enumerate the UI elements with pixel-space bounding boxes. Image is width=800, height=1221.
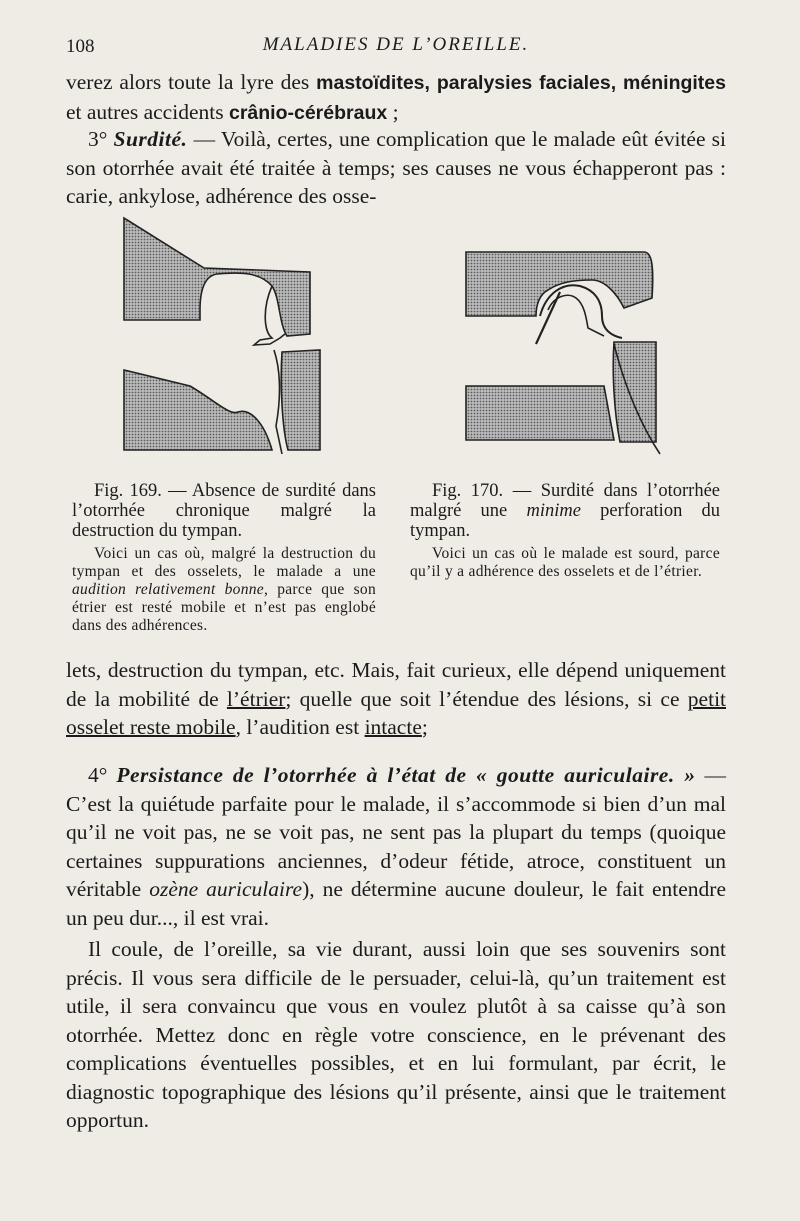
- bold-term-mastoiditis: mastoïdites, paralysies faciales, méningites: [316, 72, 726, 94]
- heading-persistance: Persistance de l’otorrhée à l’état de « goutte auriculaire. »: [116, 763, 696, 787]
- page-number: 108: [66, 36, 95, 57]
- running-header: [66, 34, 726, 62]
- figure-169-illustration: [122, 214, 322, 454]
- bold-term-cranio-cerebral: crânio-cérébraux: [228, 101, 388, 124]
- caption-fig-169: Fig. 169. — Absence de surdité dans l’otorrhée chronique malgré la destruction du tympan.: [72, 481, 376, 541]
- note-fig-170: Voici un cas où le malade est sourd, parce qu’il y a adhérence des osselets et de l’étrier.: [410, 545, 720, 580]
- note-fig-169: Voici un cas où, malgré la destruction du tympan et des osselets, le malade a une audition relativement bonne, parce que son étrier est resté mobile et n’est pas englobé dans des adhérences.: [72, 545, 377, 634]
- paragraph-surdite: 3° Surdité. — Voilà, certes, une complication que le malade eût évitée si son otorrhée avait été traitée à temps; ses causes ne vous échapperont pas : carie, ankylose, adhérence des osse-: [66, 127, 726, 208]
- underlined-etrier: l’étrier: [226, 686, 286, 711]
- paragraph-etrier: lets, destruction du tympan, etc. Mais, fait curieux, elle dépend uniquement de la mobilité de l’étrier; quelle que soit l’étendue des lésions, si ce petit osselet reste mobile, l’audition est intacte;: [66, 658, 727, 739]
- underlined-osselet: petit osselet reste mobile: [66, 686, 727, 739]
- underlined-intacte: intacte: [364, 715, 422, 739]
- heading-surdite: Surdité.: [113, 127, 188, 151]
- paragraph-conclusion: Il coule, de l’oreille, sa vie durant, aussi loin que ses souvenirs sont précis. Il vous sera difficile de le persuader, celui-là, qu’un traitement est utile, il sera convaincu que vous en voulez plutôt à sa caisse qu’à son otorrhée. Mettez donc en règle votre conscience, en le prévenant des complications éventuelles possibles, et en lui formulant, par écrit, le diagnostic topographique des lésions qu’il présente, ainsi que le traitement opportun.: [66, 937, 726, 1132]
- running-title: MALADIES DE L’OREILLE.: [262, 34, 530, 55]
- caption-fig-170: Fig. 170. — Surdité dans l’otorrhée malgré une minime perforation du tympan.: [410, 481, 721, 541]
- paragraph-complications: verez alors toute la lyre des mastoïdites, paralysies faciales, méningites et autres accidents crânio-cérébraux ;: [66, 70, 726, 124]
- figure-170-illustration: [464, 244, 664, 464]
- paragraph-persistance: 4° Persistance de l’otorrhée à l’état de « goutte auriculaire. » — C’est la quiétude parfaite pour le malade, il s’accommode si bien d’un mal qu’il ne voit pas, ne se voit pas, ne sent pas la plupart du temps (quoique certaines suppurations anciennes, d’odeur fétide, atroce, constituent un véritable ozène auriculaire), ne détermine aucune douleur, le fait entendre un peu dur..., il est vrai.: [66, 763, 727, 930]
